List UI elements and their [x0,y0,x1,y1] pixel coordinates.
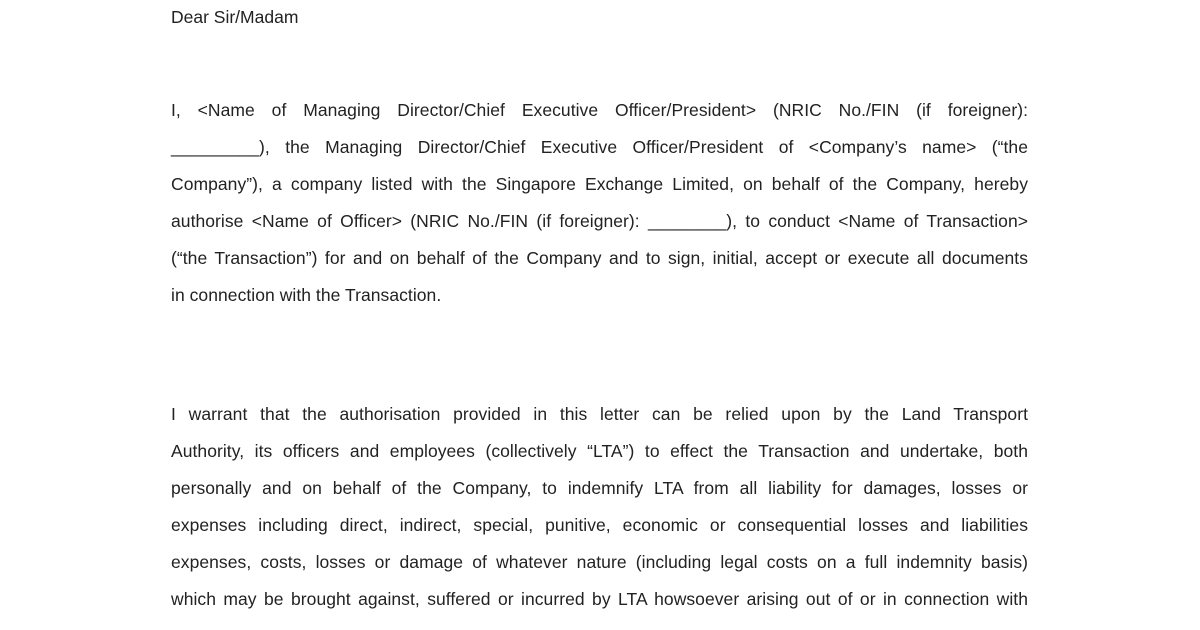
paragraph-line: which may be brought against, suffered or incurred by LTA howsoever arising out of or in connection with [171,589,1028,609]
authorisation-paragraph [171,92,1028,314]
paragraph-line: expenses, costs, losses or damage of whatever nature (including legal costs on a full indemnity basis) [171,552,1028,572]
paragraph-line: I warrant that the authorisation provided in this letter can be relied upon by the Land Transport [171,404,1028,424]
warranty-paragraph [171,396,1028,618]
paragraph-line: Company”), a company listed with the Singapore Exchange Limited, on behalf of the Company, hereby [171,174,1028,194]
paragraph-line: expenses including direct, indirect, special, punitive, economic or consequential losses and liabilities [171,515,1028,535]
salutation: Dear Sir/Madam [171,7,299,27]
paragraph-line: I, <Name of Managing Director/Chief Executive Officer/President> (NRIC No./FIN (if foreigner): [171,100,1028,120]
paragraph-line: in connection with the Transaction. [171,285,442,305]
paragraph-line: Authority, its officers and employees (collectively “LTA”) to effect the Transaction and undertake, both [171,441,1028,461]
paragraph-line: _________), the Managing Director/Chief Executive Officer/President of <Company’s name> (“the [171,137,1028,157]
paragraph-line: (“the Transaction”) for and on behalf of the Company and to sign, initial, accept or execute all documents [171,248,1028,268]
paragraph-line: personally and on behalf of the Company, to indemnify LTA from all liability for damages, losses or [171,478,1028,498]
paragraph-line: authorise <Name of Officer> (NRIC No./FIN (if foreigner): ________), to conduct <Name of Transaction> [171,211,1028,231]
